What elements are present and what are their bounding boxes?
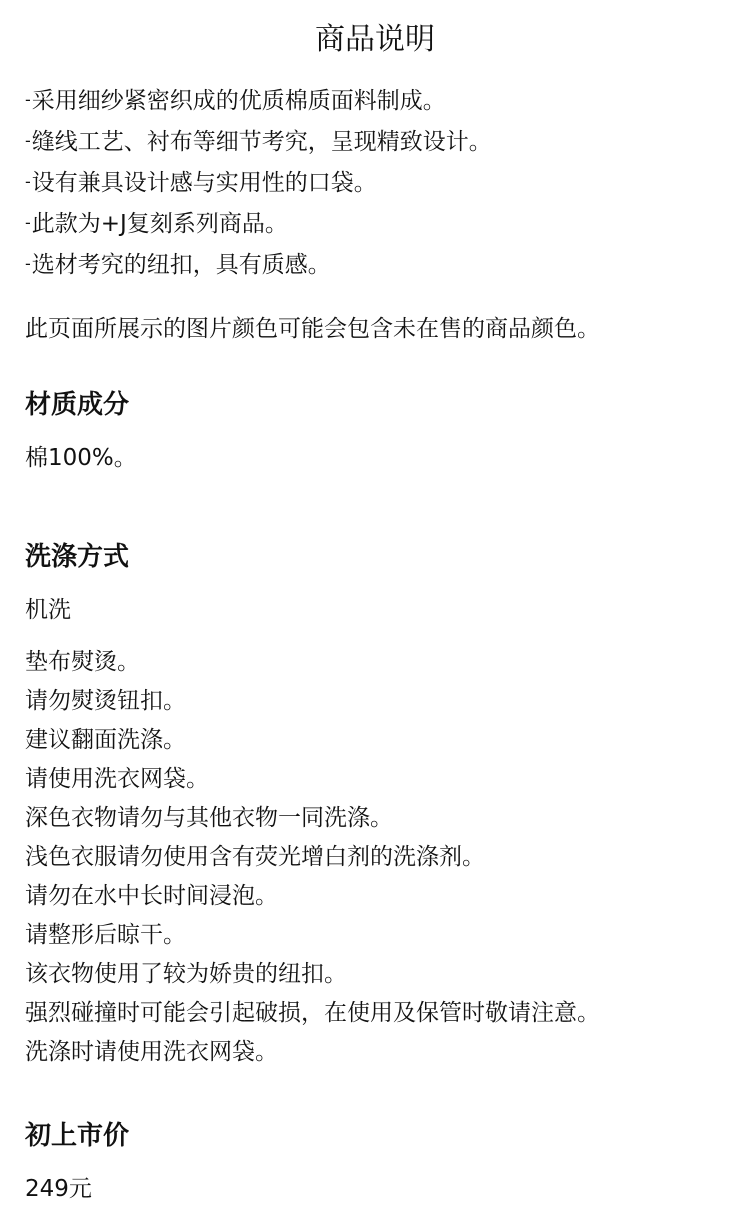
washing-instruction: 请整形后晾干。 xyxy=(25,922,186,948)
feature-text: 采用细纱紧密织成的优质棉质面料制成。 xyxy=(31,88,446,114)
washing-instruction: 请勿熨烫钮扣。 xyxy=(25,688,186,714)
washing-instruction: 建议翻面洗涤。 xyxy=(25,727,186,753)
color-disclaimer: 此页面所展示的图片颜色可能会包含未在售的商品颜色。 xyxy=(25,316,600,342)
feature-item xyxy=(25,244,725,285)
bullet-dash: - xyxy=(25,90,31,109)
price-value: 249元 xyxy=(25,1176,92,1202)
feature-item xyxy=(25,80,725,121)
washing-instruction: 该衣物使用了较为娇贵的纽扣。 xyxy=(25,961,347,987)
feature-item xyxy=(25,162,725,203)
washing-instruction: 请勿在水中长时间浸泡。 xyxy=(25,883,278,909)
washing-instruction: 浅色衣服请勿使用含有荧光增白剂的洗涤剂。 xyxy=(25,844,485,870)
bullet-dash: - xyxy=(25,254,31,273)
material-heading: 材质成分 xyxy=(25,390,130,420)
feature-text: 设有兼具设计感与实用性的口袋。 xyxy=(31,170,377,196)
bullet-dash: - xyxy=(25,131,31,150)
feature-item xyxy=(25,203,725,244)
material-value: 棉100%。 xyxy=(25,445,137,471)
feature-item xyxy=(25,121,725,162)
washing-heading: 洗涤方式 xyxy=(25,542,130,572)
washing-instruction: 垫布熨烫。 xyxy=(25,649,140,675)
washing-instruction: 深色衣物请勿与其他衣物一同洗涤。 xyxy=(25,805,393,831)
washing-method: 机洗 xyxy=(25,597,71,623)
feature-text: 此款为+J复刻系列商品。 xyxy=(31,211,288,237)
bullet-dash: - xyxy=(25,172,31,191)
washing-instructions-list xyxy=(25,643,725,1072)
page-title: 商品说明 xyxy=(315,22,435,57)
bullet-dash: - xyxy=(25,213,31,232)
washing-instruction: 请使用洗衣网袋。 xyxy=(25,766,209,792)
feature-text: 选材考究的纽扣，具有质感。 xyxy=(31,252,331,278)
feature-list xyxy=(25,80,725,285)
washing-instruction: 强烈碰撞时可能会引起破损，在使用及保管时敬请注意。 xyxy=(25,1000,600,1026)
price-heading: 初上市价 xyxy=(25,1121,130,1151)
feature-text: 缝线工艺、衬布等细节考究，呈现精致设计。 xyxy=(31,129,492,155)
washing-instruction: 洗涤时请使用洗衣网袋。 xyxy=(25,1039,278,1065)
